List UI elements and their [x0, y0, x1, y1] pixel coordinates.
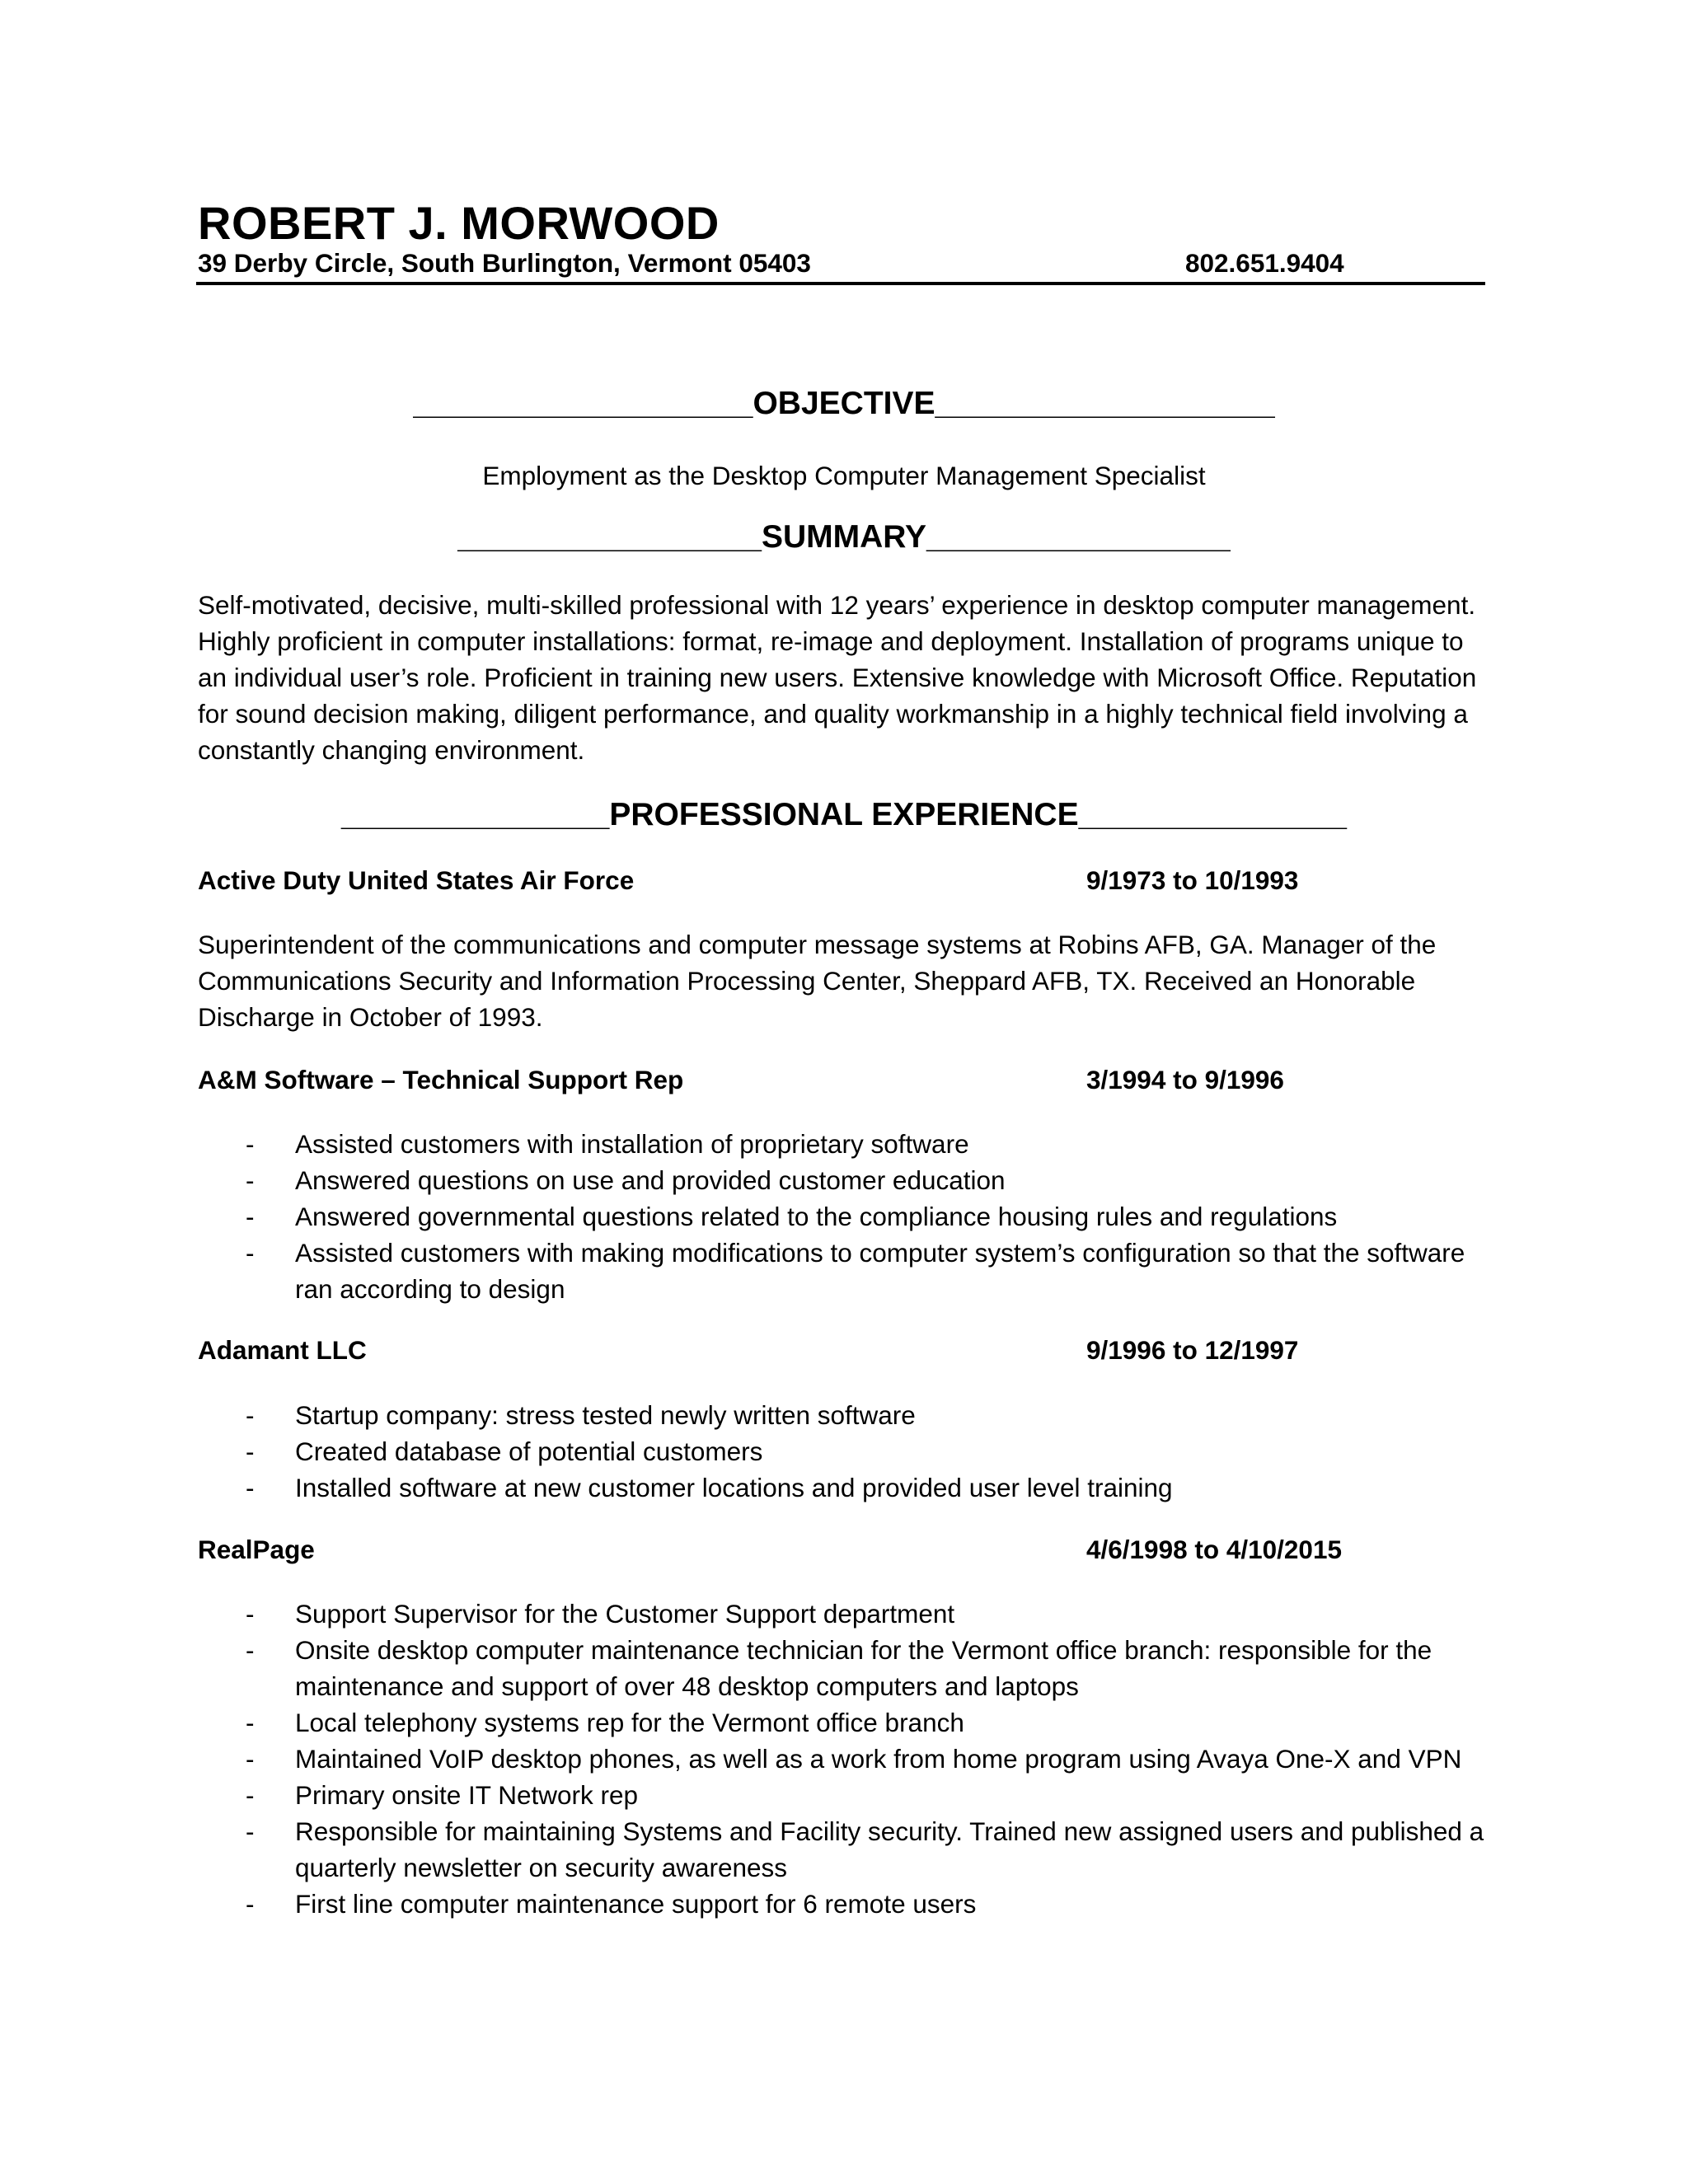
- bullet-text: Created database of potential customers: [295, 1436, 763, 1466]
- bullet-text: Assisted customers with installation of proprietary software: [295, 1129, 969, 1159]
- list-item: [198, 1741, 1493, 1777]
- bullet-dash: -: [246, 1238, 255, 1268]
- bullet-text: Assisted customers with making modifications to computer system’s configuration so that the software ran according to design: [295, 1238, 1465, 1304]
- bullet-dash: -: [246, 1473, 255, 1502]
- experience-label: PROFESSIONAL EXPERIENCE: [609, 797, 1079, 832]
- bullet-text: Support Supervisor for the Customer Support department: [295, 1599, 955, 1629]
- bullet-text: Maintained VoIP desktop phones, as well as a work from home program using Avaya One-X and VPN: [295, 1744, 1462, 1774]
- job-title: Active Duty United States Air Force: [198, 865, 635, 895]
- job-bullet-list: [198, 1397, 1493, 1506]
- list-item: [198, 1596, 1493, 1632]
- bullet-text: Startup company: stress tested newly written software: [295, 1400, 916, 1430]
- bullet-dash: -: [246, 1400, 255, 1430]
- job-dates: 3/1994 to 9/1996: [1086, 1065, 1284, 1094]
- experience-rule-left: _______________: [341, 797, 610, 832]
- bullet-dash: -: [246, 1599, 255, 1629]
- objective-label: OBJECTIVE: [753, 386, 935, 421]
- list-item: [198, 1433, 1493, 1469]
- bullet-dash: -: [246, 1889, 255, 1919]
- header-divider: [196, 282, 1485, 285]
- objective-heading: [0, 386, 1688, 422]
- objective-text: Employment as the Desktop Computer Management Specialist: [482, 461, 1206, 490]
- list-item: [198, 1813, 1493, 1886]
- bullet-dash: -: [246, 1708, 255, 1737]
- objective-rule-left: ___________________: [413, 386, 753, 421]
- experience-rule-right: _______________: [1078, 797, 1347, 832]
- job-description: Superintendent of the communications and computer message systems at Robins AFB, GA. Manager of the Communications Security and Information Processing Center, Sheppard AFB, TX. Received an Honorable Discharge in October of 1993.: [198, 930, 1437, 1032]
- bullet-text: Answered questions on use and provided customer education: [295, 1165, 1006, 1195]
- bullet-text: Responsible for maintaining Systems and Facility security. Trained new assigned users and published a quarterly newsletter on security awareness: [295, 1816, 1484, 1882]
- bullet-dash: -: [246, 1202, 255, 1231]
- list-item: [198, 1397, 1493, 1433]
- resume-name: ROBERT J. MORWOOD: [198, 197, 720, 249]
- bullet-text: Installed software at new customer locations and provided user level training: [295, 1473, 1173, 1502]
- job-title: RealPage: [198, 1535, 315, 1564]
- summary-label: SUMMARY: [761, 519, 927, 555]
- bullet-text: Local telephony systems rep for the Vermont office branch: [295, 1708, 964, 1737]
- job-bullet-list: [198, 1126, 1493, 1307]
- bullet-dash: -: [246, 1816, 255, 1846]
- bullet-text: Answered governmental questions related to the compliance housing rules and regulations: [295, 1202, 1338, 1231]
- list-item: [198, 1886, 1493, 1922]
- experience-heading: [0, 797, 1688, 833]
- bullet-dash: -: [246, 1129, 255, 1159]
- bullet-dash: -: [246, 1744, 255, 1774]
- list-item: [198, 1632, 1493, 1704]
- bullet-dash: -: [246, 1165, 255, 1195]
- job-dates: 4/6/1998 to 4/10/2015: [1086, 1535, 1342, 1564]
- bullet-dash: -: [246, 1780, 255, 1810]
- job-title: Adamant LLC: [198, 1335, 367, 1365]
- job-dates: 9/1973 to 10/1993: [1086, 865, 1299, 895]
- objective-rule-right: ___________________: [935, 386, 1275, 421]
- address: 39 Derby Circle, South Burlington, Vermont 05403: [198, 248, 811, 278]
- summary-text: Self-motivated, decisive, multi-skilled professional with 12 years’ experience in desktop computer management. Highly proficient in computer installations: format, re-image and deployment. Installation of programs unique to an individual user’s role. Proficient in training new users. Extensive knowledge with Microsoft Office. Reputation for sound decision making, diligent performance, and quality workmanship in a highly technical field involving a constantly changing environment.: [198, 590, 1477, 765]
- job-bullet-list: [198, 1596, 1493, 1922]
- summary-rule-left: _________________: [457, 519, 762, 555]
- phone-number: 802.651.9404: [1185, 248, 1344, 278]
- bullet-dash: -: [246, 1436, 255, 1466]
- list-item: [198, 1126, 1493, 1162]
- job-title: A&M Software – Technical Support Rep: [198, 1065, 684, 1094]
- list-item: [198, 1198, 1493, 1235]
- job-dates: 9/1996 to 12/1997: [1086, 1335, 1299, 1365]
- bullet-text: Onsite desktop computer maintenance technician for the Vermont office branch: responsible for the maintenance and support of over 48 desktop computers and laptops: [295, 1635, 1432, 1701]
- summary-heading: [0, 519, 1688, 555]
- bullet-text: Primary onsite IT Network rep: [295, 1780, 639, 1810]
- bullet-text: First line computer maintenance support for 6 remote users: [295, 1889, 977, 1919]
- bullet-dash: -: [246, 1635, 255, 1665]
- summary-rule-right: _________________: [926, 519, 1231, 555]
- list-item: [198, 1777, 1493, 1813]
- list-item: [198, 1162, 1493, 1198]
- list-item: [198, 1235, 1493, 1307]
- list-item: [198, 1704, 1493, 1741]
- list-item: [198, 1469, 1493, 1506]
